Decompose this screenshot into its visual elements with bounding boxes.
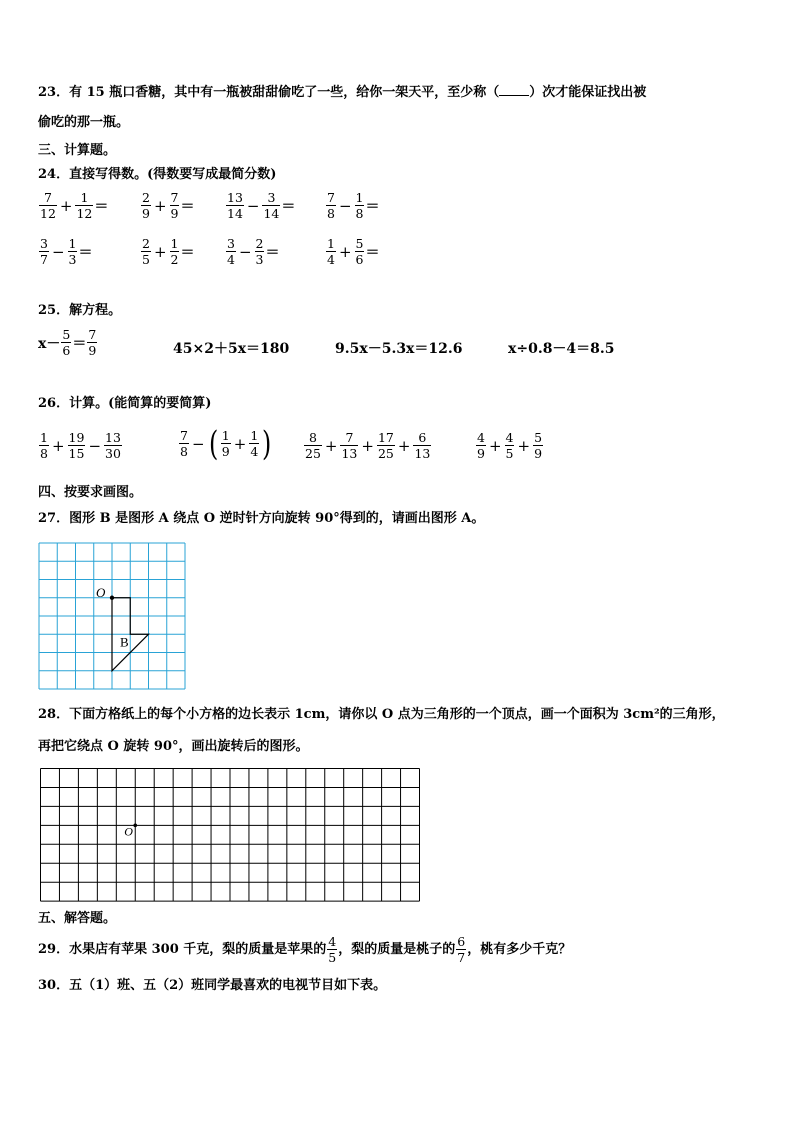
fraction: $\frac{7}{13}$ — [341, 430, 358, 461]
fraction: $\frac{5}{9}$ — [534, 430, 543, 461]
fraction: $\frac{4}{9}$ — [477, 430, 485, 461]
q29-text: 29．水果店有苹果 300 千克，梨的质量是苹果的 $\frac{4}{5}$ ，梨的质量是桃子的 $\frac{6}{7}$ ，桃有多少千克？ — [38, 934, 572, 965]
q25-equation-3: 9.5x－5.3x＝12.6 — [335, 341, 463, 357]
q23-text-b: ）次才能保证找出被 — [529, 85, 647, 100]
fraction: $\frac{7}{8}$ — [180, 428, 188, 459]
point-o — [133, 824, 137, 828]
label-b: B — [120, 634, 129, 650]
fraction: $\frac{3}{4}$ — [227, 236, 235, 267]
fraction: $\frac{7}{9}$ — [88, 327, 97, 358]
fraction: $\frac{2}{9}$ — [142, 190, 150, 221]
fraction: $\frac{6}{13}$ — [414, 430, 431, 461]
fraction: $\frac{7}{8}$ — [327, 190, 335, 221]
q28-grid[interactable] — [40, 768, 421, 902]
fraction: $\frac{1}{9}$ — [221, 428, 230, 459]
label-o: O — [96, 584, 106, 600]
q27-grid[interactable] — [38, 542, 186, 690]
fraction: $\frac{13}{14}$ — [227, 190, 243, 221]
fraction: $\frac{2}{5}$ — [142, 236, 150, 267]
section-4-heading: 四、按要求画图。 — [38, 485, 143, 500]
fraction: $\frac{7}{12}$ — [40, 190, 56, 221]
fraction: $\frac{1}{2}$ — [170, 236, 179, 267]
q28-line2: 再把它绕点 O 旋转 90°，画出旋转后的图形。 — [38, 739, 309, 754]
q24-expression: $\frac{1}{4}$ + $\frac{5}{6}$ ＝ — [327, 236, 380, 267]
q23-line2: 偷吃的那一瓶。 — [38, 115, 130, 130]
q24-title: 24．直接写得数。(得数要写成最简分数) — [38, 167, 277, 182]
q26-expression-2: $\frac{7}{8}$ − ( $\frac{1}{9}$ + $\frac{1}{4}$ ) — [180, 423, 272, 464]
fraction: $\frac{13}{30}$ — [105, 430, 121, 461]
q26-expression-1: $\frac{1}{8}$ + $\frac{19}{15}$ − $\frac{13}{30}$ — [40, 430, 121, 461]
q30-text: 30．五（1）班、五（2）班同学最喜欢的电视节目如下表。 — [38, 978, 387, 993]
q26-expression-4: $\frac{4}{9}$ + $\frac{4}{5}$ + $\frac{5}{9}$ — [477, 430, 543, 461]
fraction: $\frac{1}{3}$ — [68, 236, 77, 267]
fraction: $\frac{4}{5}$ — [505, 430, 514, 461]
fraction: $\frac{3}{14}$ — [263, 190, 280, 221]
fraction: $\frac{1}{4}$ — [327, 236, 335, 267]
q24-expression: $\frac{3}{7}$ − $\frac{1}{3}$ ＝ — [40, 236, 93, 267]
fraction: $\frac{2}{3}$ — [255, 236, 264, 267]
fraction: $\frac{3}{7}$ — [40, 236, 48, 267]
q27-text: 27．图形 B 是图形 A 绕点 O 逆时针方向旋转 90°得到的，请画出图形 A。 — [38, 511, 485, 526]
fraction: $\frac{17}{25}$ — [377, 430, 394, 461]
fraction: $\frac{5}{6}$ — [62, 327, 71, 358]
q24-expression: $\frac{2}{5}$ + $\frac{1}{2}$ ＝ — [142, 236, 195, 267]
point-o — [110, 596, 114, 600]
section-5-heading: 五、解答题。 — [38, 911, 117, 926]
q25-equation-2: 45×2＋5x＝180 — [173, 341, 290, 357]
fraction: $\frac{1}{12}$ — [76, 190, 93, 221]
fraction: $\frac{4}{5}$ — [328, 934, 337, 965]
fraction: $\frac{6}{7}$ — [457, 934, 466, 965]
label-o: O — [124, 824, 133, 839]
q26-expression-3: $\frac{8}{25}$ + $\frac{7}{13}$ + $\frac{17}{25}$ + $\frac{6}{13}$ — [305, 430, 431, 461]
q24-expression: $\frac{2}{9}$ + $\frac{7}{9}$ ＝ — [142, 190, 195, 221]
fraction: $\frac{5}{6}$ — [355, 236, 364, 267]
fraction: $\frac{8}{25}$ — [305, 430, 321, 461]
q23-answer-blank[interactable] — [499, 83, 529, 96]
q24-expression: $\frac{3}{4}$ − $\frac{2}{3}$ ＝ — [227, 236, 280, 267]
q26-title: 26．计算。(能简算的要简算) — [38, 396, 212, 411]
fraction: $\frac{19}{15}$ — [68, 430, 85, 461]
q23-line1 — [38, 83, 646, 102]
q24-expression: $\frac{13}{14}$ − $\frac{3}{14}$ ＝ — [227, 190, 296, 221]
fraction: $\frac{7}{9}$ — [170, 190, 179, 221]
q25-title: 25．解方程。 — [38, 303, 122, 318]
section-3-heading: 三、计算题。 — [38, 143, 117, 158]
q28-line1: 28．下面方格纸上的每个小方格的边长表示 1cm，请你以 O 点为三角形的一个顶点，画一个面积为 3cm²的三角形， — [38, 707, 725, 722]
fraction: $\frac{1}{4}$ — [250, 428, 259, 459]
q25-equation-4: x÷0.8－4＝8.5 — [508, 341, 615, 357]
q24-expression: $\frac{7}{12}$ + $\frac{1}{12}$ ＝ — [40, 190, 109, 221]
q24-expression: $\frac{7}{8}$ − $\frac{1}{8}$ ＝ — [327, 190, 380, 221]
fraction: $\frac{1}{8}$ — [355, 190, 364, 221]
q25-equation-1: x－ $\frac{5}{6}$ ＝ $\frac{7}{9}$ — [38, 327, 97, 358]
q23-text-a: 23．有 15 瓶口香糖，其中有一瓶被甜甜偷吃了一些，给你一架天平，至少称（ — [38, 85, 500, 100]
fraction: $\frac{1}{8}$ — [40, 430, 48, 461]
